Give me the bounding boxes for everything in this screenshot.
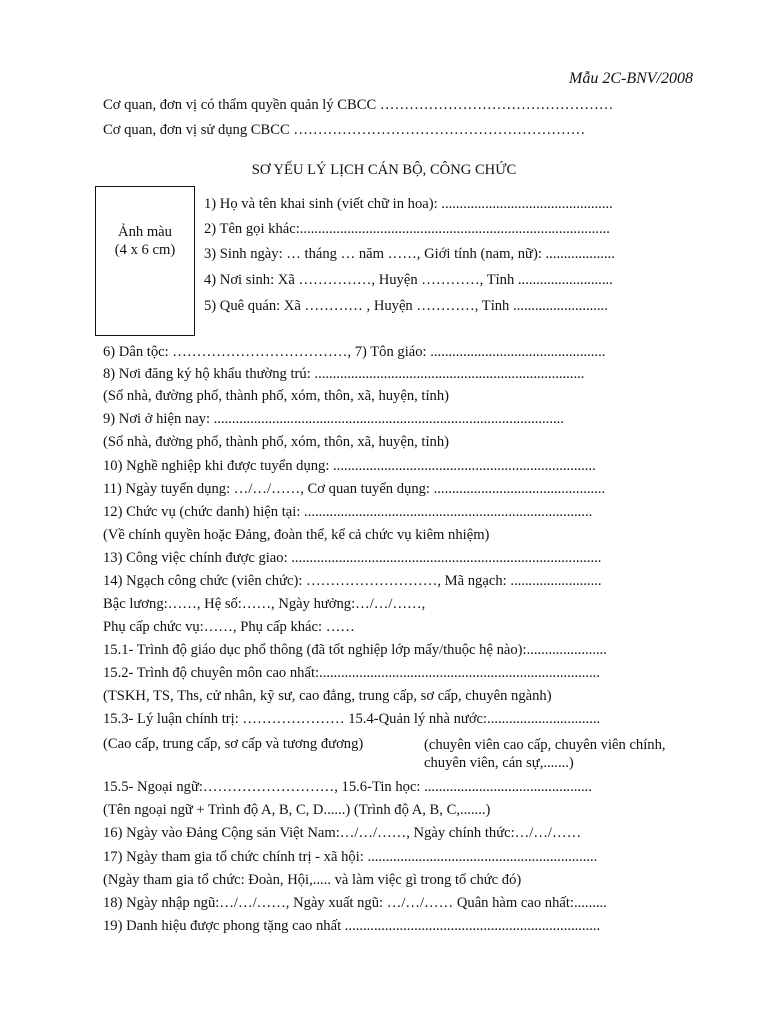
field-birth-place: 4) Nơi sinh: Xã ……………, Huyện …………, Tỉnh ..........................: [204, 272, 613, 288]
document-title: SƠ YẾU LÝ LỊCH CÁN BỘ, CÔNG CHỨC: [251, 162, 517, 178]
form-code: Mẫu 2C-BNV/2008: [569, 70, 693, 87]
field-permanent-address: 8) Nơi đăng ký hộ khẩu thường trú: ..........................................................................: [103, 366, 585, 382]
field-socio-political-org: 17) Ngày tham gia tổ chức chính trị - xã hội: ...............................................................: [103, 849, 598, 865]
field-position-note: (Về chính quyền hoặc Đảng, đoàn thể, kể cả chức vụ kiêm nhiệm): [103, 527, 490, 543]
field-professional-level: 15.2- Trình độ chuyên môn cao nhất:.............................................................................: [103, 665, 600, 681]
field-political-theory-note: (Cao cấp, trung cấp, sơ cấp và tương đương): [103, 736, 364, 752]
field-salary: Bậc lương:……, Hệ số:……, Ngày hưởng:…/…/……,: [103, 596, 426, 612]
field-current-address: 9) Nơi ở hiện nay: ................................................................................................: [103, 411, 564, 427]
field-recruitment: 11) Ngày tuyển dụng: …/…/……, Cơ quan tuyển dụng: ...............................................: [103, 481, 606, 497]
field-current-address-note: (Số nhà, đường phố, thành phố, xóm, thôn, xã, huyện, tỉnh): [103, 434, 449, 450]
field-allowance: Phụ cấp chức vụ:……, Phụ cấp khác: ……: [103, 619, 355, 635]
field-position: 12) Chức vụ (chức danh) hiện tại: ...............................................................................: [103, 504, 593, 520]
field-political-theory: 15.3- Lý luận chính trị: ………………… 15.4-Quản lý nhà nước:...............................: [103, 711, 601, 727]
field-civil-rank: 14) Ngạch công chức (viên chức): ………………………, Mã ngạch: .........................: [103, 573, 602, 589]
field-military-service: 18) Ngày nhập ngũ:…/…/……, Ngày xuất ngũ: …/…/…… Quân hàm cao nhất:.........: [103, 895, 607, 911]
field-foreign-language-note: (Tên ngoại ngữ + Trình độ A, B, C, D......) (Trình độ A, B, C,.......): [103, 802, 491, 818]
field-full-name: 1) Họ và tên khai sinh (viết chữ in hoa): ...............................................: [204, 196, 613, 212]
field-main-work: 13) Công việc chính được giao: .....................................................................................: [103, 550, 602, 566]
field-ethnicity-religion: 6) Dân tộc: ………………………………, 7) Tôn giáo: ................................................: [103, 344, 606, 360]
field-birth-date: 3) Sinh ngày: … tháng … năm ……, Giới tính (nam, nữ): ...................: [204, 246, 615, 262]
agency-use-line: Cơ quan, đơn vị sử dụng CBCC ……………………………………………………: [103, 122, 586, 138]
field-other-name: 2) Tên gọi khác:.....................................................................................: [204, 221, 610, 237]
field-party-join-date: 16) Ngày vào Đảng Cộng sản Việt Nam:…/…/……, Ngày chính thức:…/…/……: [103, 825, 582, 841]
field-hometown: 5) Quê quán: Xã ………… , Huyện …………, Tỉnh ..........................: [204, 298, 608, 314]
photo-size: (4 x 6 cm): [114, 241, 176, 258]
agency-manage-line: Cơ quan, đơn vị có thẩm quyền quản lý CBCC …………………………………………: [103, 97, 614, 113]
field-general-education: 15.1- Trình độ giáo dục phổ thông (đã tốt nghiệp lớp mấy/thuộc hệ nào):......................: [103, 642, 607, 658]
field-occupation: 10) Nghề nghiệp khi được tuyển dụng: ........................................................................: [103, 458, 596, 474]
field-highest-title: 19) Danh hiệu được phong tặng cao nhất ......................................................................: [103, 918, 601, 934]
field-professional-level-note: (TSKH, TS, Ths, cử nhân, kỹ sư, cao đẳng, trung cấp, sơ cấp, chuyên ngành): [103, 688, 552, 704]
field-permanent-address-note: (Số nhà, đường phố, thành phố, xóm, thôn, xã, huyện, tỉnh): [103, 388, 449, 404]
photo-box: [95, 186, 195, 336]
field-state-management-note: (chuyên viên cao cấp, chuyên viên chính, chuyên viên, cán sự,.......): [424, 737, 666, 772]
photo-label: Ảnh màu: [118, 224, 172, 240]
field-socio-political-org-note: (Ngày tham gia tổ chức: Đoàn, Hội,..... và làm việc gì trong tổ chức đó): [103, 872, 522, 888]
field-foreign-language: 15.5- Ngoại ngữ:………………………, 15.6-Tin học: ..............................................: [103, 779, 592, 795]
